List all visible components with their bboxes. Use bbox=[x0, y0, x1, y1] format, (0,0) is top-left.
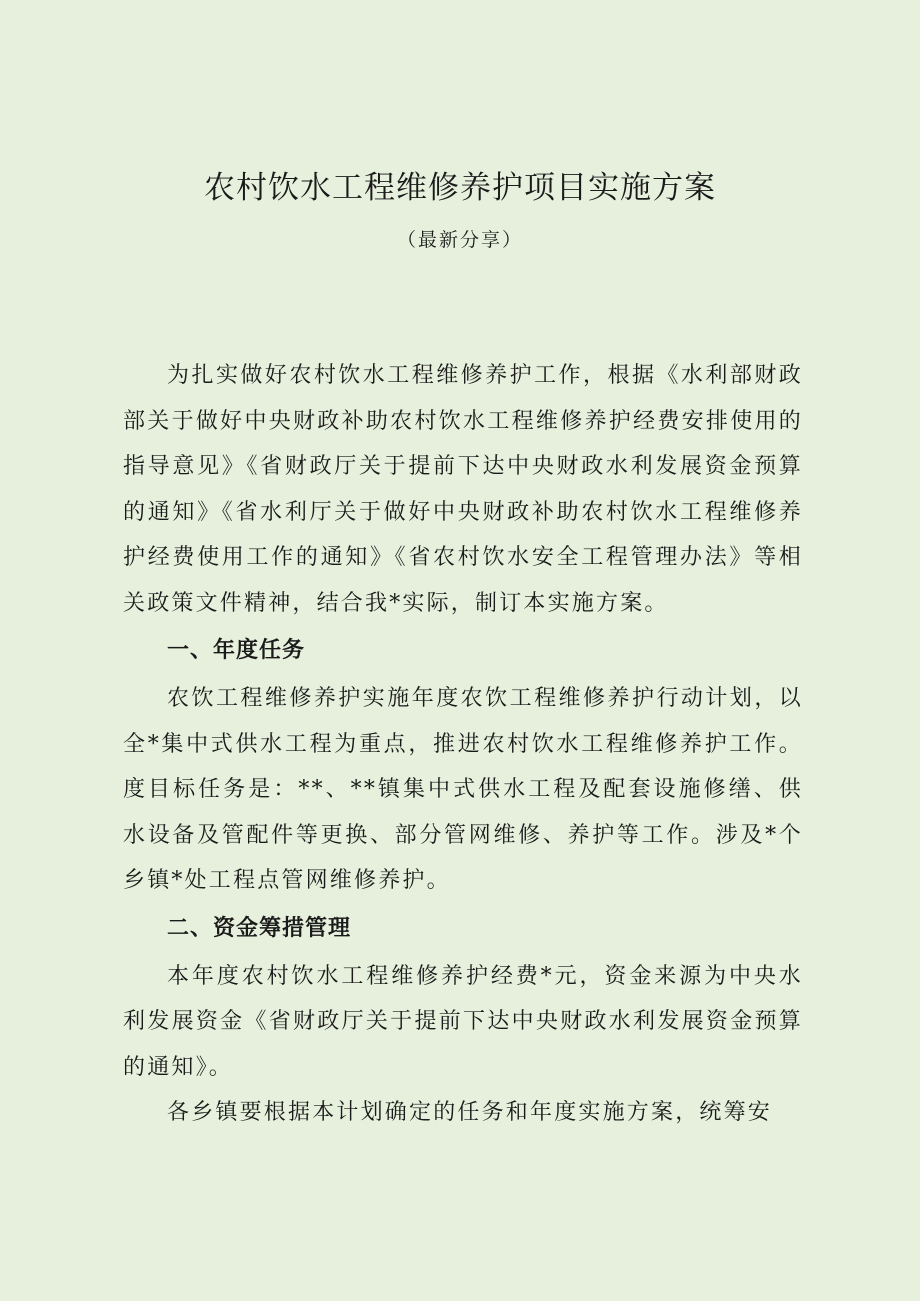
document-body bbox=[123, 353, 803, 1136]
section-heading-annual-tasks: 一、年度任务 bbox=[167, 638, 306, 663]
funding-paragraph-continued: 各乡镇要根据本计划确定的任务和年度实施方案，统筹安 bbox=[167, 1100, 773, 1125]
annual-tasks-paragraph: 农饮工程维修养护实施年度农饮工程维修养护行动计划，以全*集中式供水工程为重点，推进农村饮水工程维修养护工作。度目标任务是：**、**镇集中式供水工程及配套设施修缮、供水设备及管配件等更换、部分管网维修、养护等工作。涉及*个乡镇*处工程点管网维修养护。 bbox=[123, 686, 803, 893]
document-title: 农村饮水工程维修养护项目实施方案 bbox=[204, 170, 716, 206]
intro-paragraph: 为扎实做好农村饮水工程维修养护工作，根据《水利部财政部关于做好中央财政补助农村饮水工程维修养护经费安排使用的指导意见》《省财政厅关于提前下达中央财政水利发展资金预算的通知》《省水利厅关于做好中央财政补助农村饮水工程维修养护经费使用工作的通知》《省农村饮水安全工程管理办法》等相关政策文件精神，结合我*实际，制订本实施方案。 bbox=[123, 363, 803, 616]
funding-paragraph: 本年度农村饮水工程维修养护经费*元，资金来源为中央水利发展资金《省财政厅关于提前下达中央财政水利发展资金预算的通知》。 bbox=[123, 963, 803, 1080]
document-subtitle: （最新分享） bbox=[396, 229, 523, 251]
section-heading-funding: 二、资金筹措管理 bbox=[167, 915, 352, 941]
